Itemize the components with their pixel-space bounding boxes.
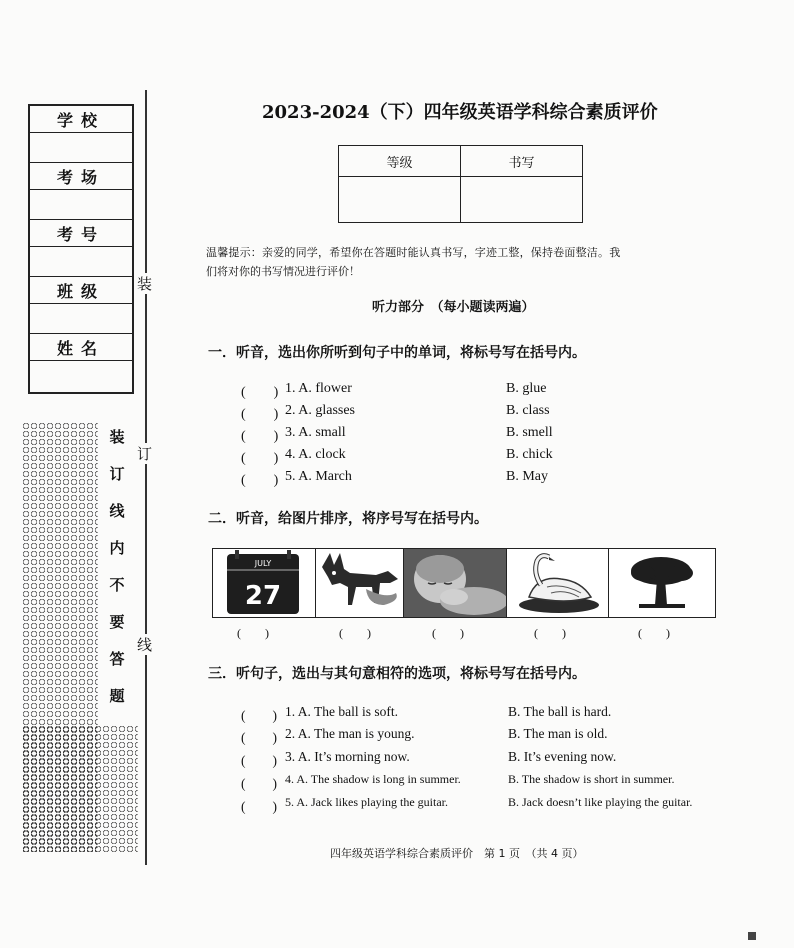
- picture-answer-blank[interactable]: ( ): [534, 626, 566, 640]
- answer-blank[interactable]: ( ): [241, 799, 277, 814]
- grade-table: [338, 145, 583, 223]
- name-field[interactable]: [29, 361, 133, 394]
- question-row: [241, 447, 571, 469]
- binding-char-ding: 订: [137, 445, 153, 463]
- option-b: B. May: [506, 469, 548, 484]
- exam-room-field[interactable]: [29, 190, 133, 220]
- question-row: [241, 403, 571, 425]
- answer-blank[interactable]: ( ): [241, 753, 277, 768]
- option-b: B. The man is old.: [508, 726, 608, 741]
- school-field[interactable]: [29, 133, 133, 163]
- section-2-heading: 二．听音，给图片排序，将序号写在括号内。: [208, 511, 488, 527]
- exam-room-label: 考场: [29, 163, 133, 190]
- answer-blank[interactable]: ( ): [241, 407, 279, 422]
- hex-pattern-lower: [22, 725, 138, 852]
- grade-field[interactable]: [339, 177, 461, 223]
- student-info-table: [28, 104, 134, 394]
- exam-number-label: 考号: [29, 220, 133, 247]
- question-row: [241, 704, 731, 726]
- question-row: [241, 749, 731, 771]
- tree-picture: [609, 549, 715, 617]
- page-footer: 四年级英语学科综合素质评价 第 1 页 （共 4 页）: [330, 847, 584, 860]
- warning-char: 要: [109, 613, 125, 631]
- warning-char: 订: [109, 465, 125, 483]
- fox-picture: [316, 549, 405, 617]
- option-a: 1. A. The ball is soft.: [285, 704, 398, 719]
- option-a: 4. A. The shadow is long in summer.: [285, 772, 461, 786]
- binding-warning: [108, 430, 126, 726]
- option-b: B. The ball is hard.: [508, 704, 612, 719]
- option-a: 3. A. small: [285, 425, 346, 440]
- picture-answer-blank[interactable]: ( ): [237, 626, 269, 640]
- answer-blank[interactable]: ( ): [241, 429, 279, 444]
- warning-char: 内: [109, 539, 125, 557]
- option-b: B. smell: [506, 425, 553, 440]
- warning-char: 答: [109, 650, 125, 668]
- sleeping-baby-picture: [404, 549, 507, 617]
- warning-char: 不: [109, 576, 125, 594]
- answer-blank[interactable]: ( ): [241, 451, 279, 466]
- question-row: [241, 772, 731, 794]
- exam-title: 2023-2024（下）四年级英语学科综合素质评价: [262, 102, 658, 123]
- swan-icon: [507, 549, 609, 617]
- calendar-picture: [213, 549, 316, 617]
- swan-picture: [507, 549, 610, 617]
- option-a: 4. A. clock: [285, 447, 346, 462]
- picture-answer-blank[interactable]: ( ): [638, 626, 670, 640]
- answer-blank[interactable]: ( ): [241, 708, 277, 723]
- answer-blank[interactable]: ( ): [241, 776, 277, 791]
- option-a: 2. A. glasses: [285, 403, 355, 418]
- section-3-heading: 三．听句子，选出与其句意相符的选项，将标号写在括号内。: [208, 666, 586, 682]
- question-row: [241, 425, 571, 447]
- binding-char-zhuang: 装: [137, 275, 153, 293]
- question-row: [241, 795, 731, 817]
- section-1-heading: 一．听音，选出你所听到句子中的单词，将标号写在括号内。: [208, 345, 586, 361]
- calendar-day: 27: [244, 581, 282, 611]
- fox-shadow-icon: [316, 549, 404, 617]
- calendar-month: JULY: [254, 559, 272, 568]
- question-row: [241, 381, 571, 403]
- binding-line: [145, 90, 147, 865]
- option-b: B. The shadow is short in summer.: [508, 772, 675, 786]
- class-label: 班级: [29, 277, 133, 304]
- option-a: 2. A. The man is young.: [285, 726, 415, 741]
- option-b: B. Jack doesn’t like playing the guitar.: [508, 795, 693, 809]
- tree-icon: [609, 549, 715, 617]
- name-label: 姓名: [29, 334, 133, 361]
- option-b: B. It’s evening now.: [508, 749, 617, 764]
- option-b: B. class: [506, 403, 550, 418]
- warning-char: 装: [109, 428, 125, 446]
- picture-answer-blank[interactable]: ( ): [339, 626, 371, 640]
- answer-blank[interactable]: ( ): [241, 473, 279, 488]
- grade-header: 等级: [339, 146, 461, 177]
- option-b: B. chick: [506, 447, 553, 462]
- sleeping-baby-icon: [404, 549, 506, 617]
- handwriting-field[interactable]: [461, 177, 583, 223]
- tip-text: 温馨提示：亲爱的同学，希望你在答题时能认真书写，字迹工整，保持卷面整洁。我: [206, 246, 621, 259]
- warning-char: 题: [109, 687, 125, 705]
- option-b: B. glue: [506, 381, 547, 396]
- listening-heading: 听力部分 （每小题读两遍）: [372, 300, 535, 315]
- picture-strip: [212, 548, 716, 618]
- calendar-icon: [213, 549, 315, 617]
- class-field[interactable]: [29, 304, 133, 334]
- question-row: [241, 726, 731, 748]
- answer-blank[interactable]: ( ): [241, 730, 277, 745]
- option-a: 5. A. March: [285, 469, 352, 484]
- option-a: 1. A. flower: [285, 381, 352, 396]
- exam-number-field[interactable]: [29, 247, 133, 277]
- question-row: [241, 469, 571, 491]
- warning-char: 线: [109, 502, 125, 520]
- school-label: 学校: [29, 105, 133, 133]
- option-a: 3. A. It’s morning now.: [285, 749, 410, 764]
- tip-text: 们将对你的书写情况进行评价！: [206, 265, 360, 278]
- handwriting-header: 书写: [461, 146, 583, 177]
- picture-answer-blank[interactable]: ( ): [432, 626, 464, 640]
- answer-blank[interactable]: ( ): [241, 385, 279, 400]
- option-a: 5. A. Jack likes playing the guitar.: [285, 795, 448, 809]
- qr-code-icon: [748, 932, 756, 940]
- binding-char-xian: 线: [137, 636, 153, 654]
